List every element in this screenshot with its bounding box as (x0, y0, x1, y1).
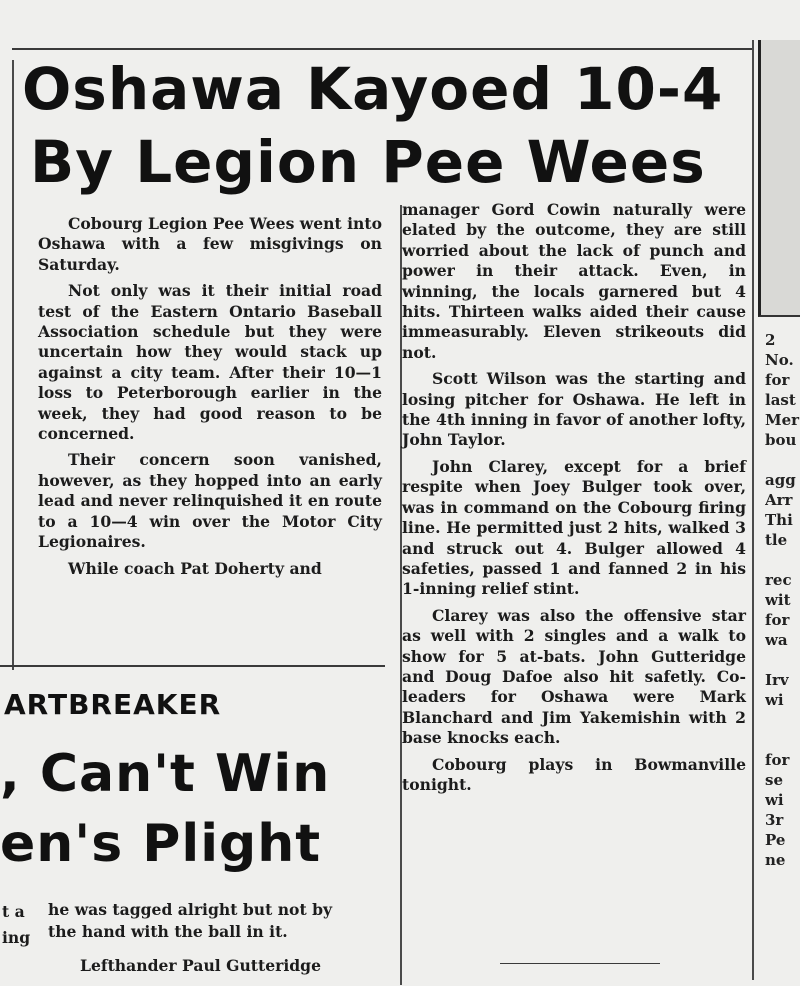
right-fragment: 3r (765, 811, 784, 829)
paragraph: Scott Wilson was the starting and losing pitcher for Oshawa. He left in the 4th inning in favor of another lofty, John Taylor. (402, 369, 746, 450)
right-fragment (765, 450, 800, 470)
second-headline-line-2: en's Plight (0, 814, 322, 874)
left-fragment: ing (2, 928, 31, 947)
right-fragment: rec (765, 571, 792, 589)
right-fragment: Mer (765, 411, 800, 429)
paragraph: manager Gord Cowin naturally were elated by the outcome, they are still worried about the lack of punch and power in their attack. Even, in winning, the locals garnered but 4 hits. Thirteen walks aided their cause immeasurably. Eleven strikeouts did not. (402, 200, 746, 362)
paragraph: While coach Pat Doherty and (68, 558, 322, 578)
right-fragment: Arr (765, 491, 793, 509)
second-article-text: Lefthander Paul Gutteridge (80, 956, 321, 975)
right-fragment (765, 710, 800, 730)
paragraph: Clarey was also the offensive star as well with 2 singles and a walk to show for 5 at-bats. John Gutteridge and Doug Dafoe also hit safetly. Co-leaders for Oshawa were Mark Blanchard and Jim Yakemishin with 2 base knocks each. (402, 605, 746, 748)
right-fragment: tle (765, 531, 788, 549)
right-fragment: 2 (765, 331, 776, 349)
right-fragment: agg (765, 471, 796, 489)
right-fragment: se (765, 771, 783, 789)
right-fragment: for (765, 371, 790, 389)
column-rule-left (12, 60, 14, 670)
paragraph: Cobourg plays in Bowmanville tonight. (402, 754, 746, 794)
second-headline-line-1: , Can't Win (0, 744, 331, 804)
right-cut-column (765, 330, 800, 870)
column-rule-right (752, 40, 754, 980)
right-fragment: wi (765, 791, 784, 809)
right-fragment: wa (765, 631, 788, 649)
paragraph: Not only was it their initial road test of the Eastern Ontario Baseball Association schedule but they were uncertain how they would stack up against a city team. After their 10—1 loss to Peterborough earlier in the week, they had good reason to be concerned. (38, 281, 382, 444)
section-rule (0, 665, 385, 667)
photo-edge (758, 40, 800, 317)
article-column-1 (38, 214, 382, 579)
right-fragment (765, 730, 800, 750)
paragraph: John Clarey, except for a brief respite when Joey Bulger took over, was in command on the Cobourg firing line. He permitted just 2 hits, walked 3 and struck out 4. Bulger allowed 4 safeties, passed 1 and fanned 2 in his 1-inning relief stint. (402, 456, 746, 599)
right-fragment: No. (765, 351, 794, 369)
right-fragment: Thi (765, 511, 793, 529)
left-fragment: t a (2, 902, 25, 921)
right-fragment: Pe (765, 831, 786, 849)
right-fragment: wi (765, 691, 784, 709)
paragraph: Their concern soon vanished, however, as they hopped into an early lead and never relinquished it en route to a 10—4 win over the Motor City Legionaires. (38, 450, 382, 552)
right-fragment: last (765, 391, 796, 409)
headline-line-2: By Legion Pee Wees (30, 128, 706, 196)
right-fragment (765, 650, 800, 670)
end-rule (500, 963, 660, 964)
right-fragment: Irv (765, 671, 789, 689)
right-fragment: ne (765, 851, 786, 869)
article-column-2 (402, 200, 746, 795)
right-fragment: wit (765, 591, 791, 609)
right-fragment: bou (765, 431, 797, 449)
second-article-text: he was tagged alright but not by (48, 900, 333, 919)
headline-line-1: Oshawa Kayoed 10-4 (22, 55, 724, 123)
paragraph: Cobourg Legion Pee Wees went into Oshawa with a few misgivings on Saturday. (38, 214, 382, 274)
top-rule (12, 48, 752, 50)
right-fragment: for (765, 611, 790, 629)
second-article-text: the hand with the ball in it. (48, 922, 288, 941)
right-fragment (765, 550, 800, 570)
right-fragment: for (765, 751, 790, 769)
second-article-kicker: ARTBREAKER (4, 688, 222, 721)
